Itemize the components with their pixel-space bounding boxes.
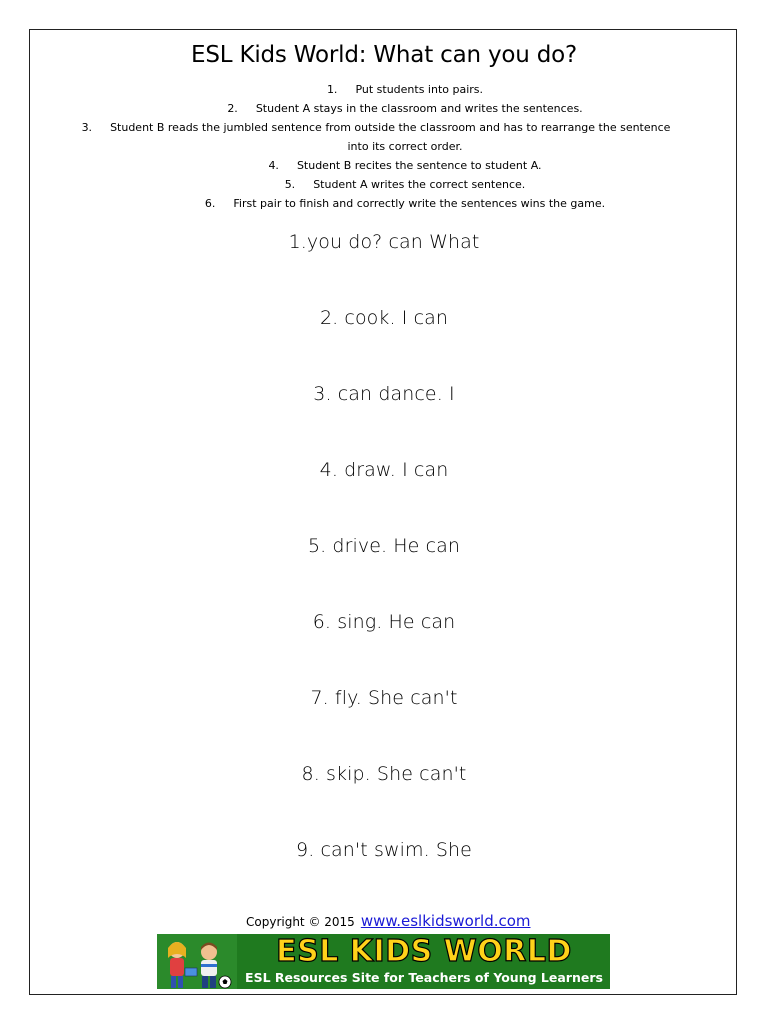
jumbled-sentence: 4. draw. I can	[319, 459, 449, 481]
jumbled-sentence: 9. can't swim. She	[296, 839, 472, 861]
jumbled-sentence: 5. drive. He can	[307, 535, 461, 557]
worksheet-title: ESL Kids World: What can you do?	[190, 42, 577, 68]
instruction-item: 6. First pair to finish and correctly write the sentences wins the game.	[204, 197, 606, 210]
copyright-text: Copyright © 2015	[246, 915, 355, 929]
site-link[interactable]: www.eslkidsworld.com	[360, 912, 531, 930]
jumbled-sentence: 7. fly. She can't	[310, 687, 458, 709]
jumbled-sentence: 6. sing. He can	[312, 611, 456, 633]
instruction-item-continued: into its correct order.	[347, 140, 463, 153]
instruction-item: 3. Student B reads the jumbled sentence from outside the classroom and has to rearrange the sentence	[81, 121, 671, 134]
instruction-item: 2. Student A stays in the classroom and writes the sentences.	[227, 102, 583, 115]
site-banner[interactable]	[157, 934, 610, 989]
jumbled-sentence: 8. skip. She can't	[301, 763, 467, 785]
jumbled-sentence: 2. cook. I can	[319, 307, 449, 329]
instruction-item: 4. Student B recites the sentence to student A.	[268, 159, 542, 172]
jumbled-sentence: 1.you do? can What	[288, 231, 480, 253]
copyright-line	[246, 912, 531, 930]
banner-subtitle: ESL Resources Site for Teachers of Young Learners	[245, 970, 603, 985]
banner-title: ESL KIDS WORLD	[276, 934, 572, 969]
instruction-item: 5. Student A writes the correct sentence.	[284, 178, 526, 191]
kids-illustration-icon	[157, 934, 237, 989]
instruction-item: 1. Put students into pairs.	[326, 83, 484, 96]
jumbled-sentence: 3. can dance. I	[313, 383, 455, 405]
instructions-list	[70, 80, 740, 213]
